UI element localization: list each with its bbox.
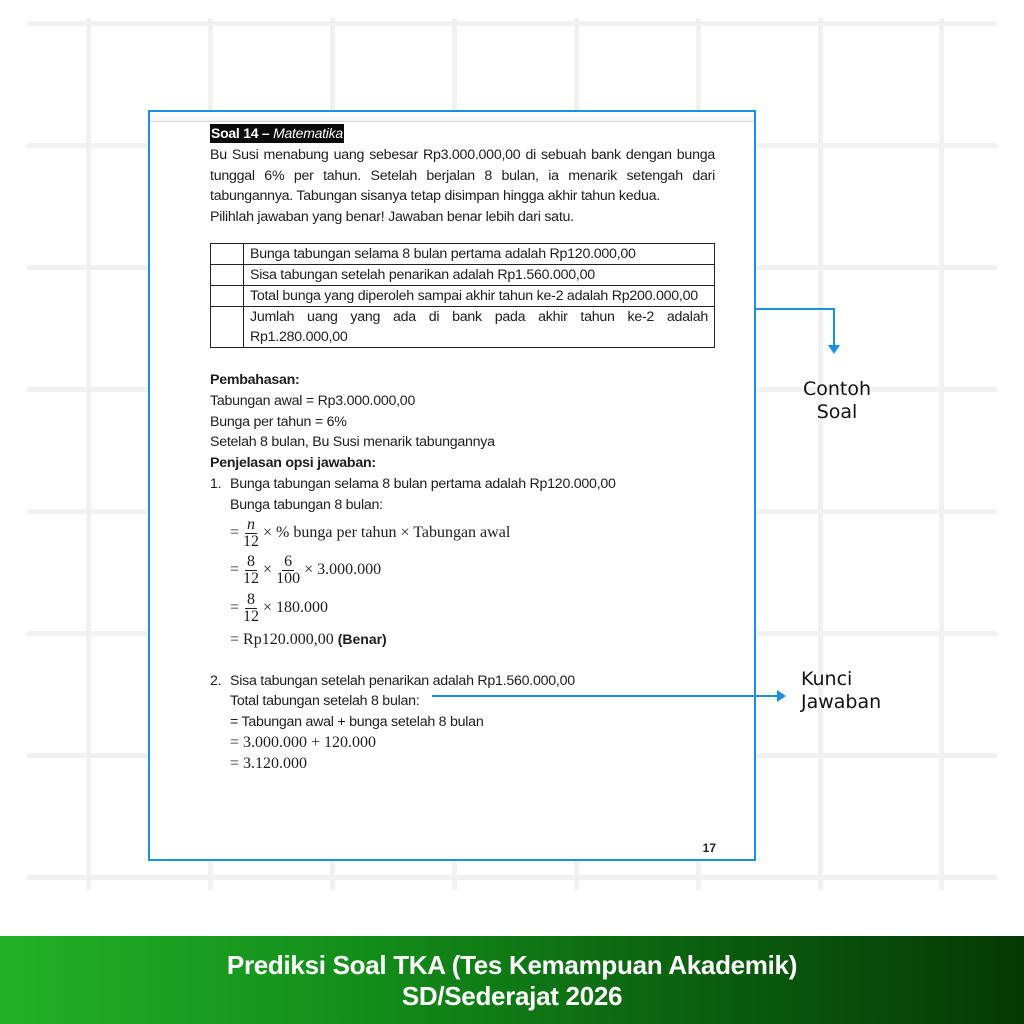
title-banner <box>0 936 1024 1024</box>
explanation-item-1 <box>210 474 715 495</box>
callout-line: Kunci <box>801 668 853 690</box>
item-number: 1. <box>210 475 222 492</box>
answer-connector-horizontal <box>432 695 778 697</box>
calc-line: = Tabungan awal + bunga setelah 8 bulan <box>230 714 484 731</box>
answer-options-table <box>210 243 715 348</box>
table-row <box>211 264 715 285</box>
discussion-section <box>210 370 715 775</box>
discussion-line: Tabungan awal = Rp3.000.000,00 <box>210 392 416 409</box>
arrow-down-icon <box>828 345 840 354</box>
equation-line <box>210 590 715 628</box>
page-top-edge <box>150 112 754 122</box>
discussion-line: Bunga per tahun = 6% <box>210 413 347 430</box>
answer-result-line <box>210 628 715 651</box>
fraction <box>241 554 261 587</box>
fraction <box>241 517 261 550</box>
discussion-title: Pembahasan: <box>210 371 300 388</box>
equals-sign: = <box>230 524 240 542</box>
equals-sign: = <box>230 599 240 617</box>
arrow-right-icon <box>777 690 786 702</box>
table-row <box>211 243 715 264</box>
heading-subject: Matematika <box>273 125 343 141</box>
example-question-callout <box>799 378 875 424</box>
grid-line <box>27 875 997 880</box>
question-text: Bu Susi menabung uang sebesar Rp3.000.000,00 di sebuah bank dengan bunga tunggal 6% per tahun. Setelah berjalan 8 bulan, ia menarik setengah dari tabungannya. Tabungan sisanya tetap disimpan hingga akhir tahun kedua. <box>210 146 715 205</box>
times-sign: × <box>263 561 273 579</box>
heading-number: Soal 14 – <box>211 125 274 141</box>
fraction <box>241 592 261 625</box>
denominator: 12 <box>243 570 260 588</box>
explanation-title: Penjelasan opsi jawaban: <box>210 455 376 472</box>
calc-line: = 3.000.000 + 120.000 <box>230 733 377 751</box>
equation-rest: × % bunga per tahun × Tabungan awal <box>263 524 511 542</box>
banner-title-line1: Prediksi Soal TKA (Tes Kemampuan Akademik) <box>226 950 798 980</box>
numerator: 8 <box>247 591 256 609</box>
denominator: 100 <box>276 570 301 588</box>
answer-verdict: (Benar) <box>337 630 387 647</box>
question-instruction: Pilihlah jawaban yang benar! Jawaban benar lebih dari satu. <box>210 209 574 226</box>
page-number: 17 <box>702 841 716 855</box>
calc-line: = 3.120.000 <box>230 754 308 772</box>
grid-line <box>27 21 997 26</box>
option-checkbox[interactable] <box>211 285 244 306</box>
discussion-line: Setelah 8 bulan, Bu Susi menarik tabungannya <box>210 434 495 451</box>
answer-result: = Rp120.000,00 <box>230 630 334 648</box>
example-connector-vertical <box>833 308 835 346</box>
callout-line: Contoh <box>802 378 872 400</box>
example-connector-horizontal <box>755 308 835 310</box>
grid-line <box>939 18 944 890</box>
denominator: 12 <box>243 533 260 551</box>
callout-line: Soal <box>816 401 858 423</box>
numerator: n <box>247 516 256 534</box>
document-page-frame <box>148 110 756 861</box>
option-checkbox[interactable] <box>211 264 244 285</box>
answer-key-callout <box>801 668 881 714</box>
explanation-item-2 <box>210 671 715 692</box>
item-title: Sisa tabungan setelah penarikan adalah Rp1.560.000,00 <box>230 672 575 689</box>
equation-rest: × 3.000.000 <box>304 561 382 579</box>
option-text: Total bunga yang diperoleh sampai akhir tahun ke-2 adalah Rp200.000,00 <box>244 285 715 306</box>
numerator: 6 <box>284 553 293 571</box>
option-text: Sisa tabungan setelah penarikan adalah Rp1.560.000,00 <box>244 264 715 285</box>
equals-sign: = <box>230 561 240 579</box>
fraction <box>274 554 302 587</box>
question-heading <box>210 124 344 143</box>
option-text: Jumlah uang yang ada di bank pada akhir tahun ke-2 adalah Rp1.280.000,00 <box>244 306 715 347</box>
option-text: Bunga tabungan selama 8 bulan pertama adalah Rp120.000,00 <box>244 243 715 264</box>
grid-line <box>86 18 91 890</box>
grid-line <box>818 18 823 890</box>
option-checkbox[interactable] <box>211 306 244 347</box>
equation-rest: × 180.000 <box>263 599 329 617</box>
document-content <box>210 124 715 775</box>
numerator: 8 <box>247 553 256 571</box>
item-number: 2. <box>210 672 222 689</box>
option-checkbox[interactable] <box>211 243 244 264</box>
denominator: 12 <box>243 608 260 626</box>
item-title: Bunga tabungan selama 8 bulan pertama adalah Rp120.000,00 <box>230 475 616 492</box>
equation-line <box>210 552 715 590</box>
table-row <box>211 306 715 347</box>
item-subtitle: Bunga tabungan 8 bulan: <box>230 496 383 513</box>
item-subtitle: Total tabungan setelah 8 bulan: <box>230 693 420 710</box>
banner-title-line2: SD/Sederajat 2026 <box>401 981 623 1011</box>
equation-line <box>210 516 715 552</box>
table-row <box>211 285 715 306</box>
callout-line: Jawaban <box>801 691 882 713</box>
